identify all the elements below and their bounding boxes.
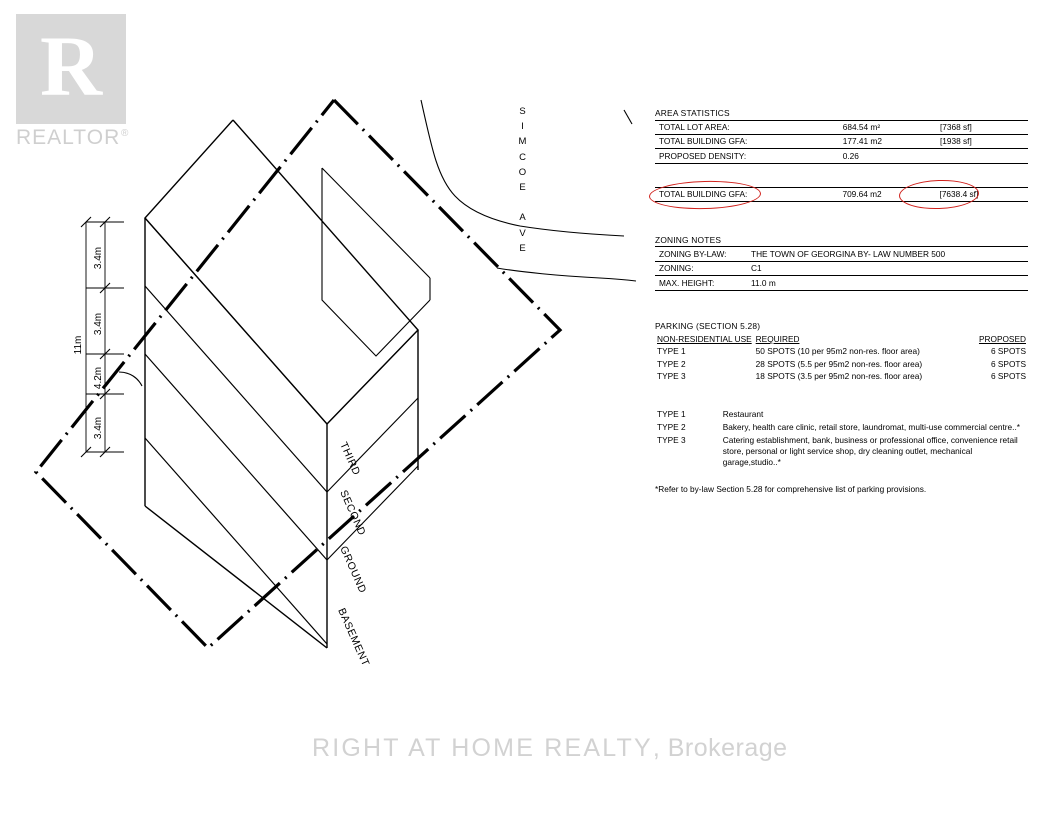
total-gfa-value: 709.64 m2 (838, 187, 935, 201)
total-gfa-alt: [7638.4 sf] (936, 187, 1028, 201)
type-description: Restaurant (722, 409, 764, 420)
street-letter (512, 195, 534, 210)
type-key: TYPE 2 (657, 422, 686, 433)
total-building-gfa-table (655, 187, 1028, 202)
parking-required: 50 SPOTS (10 per 95m2 non-res. floor area) (755, 346, 920, 357)
dimension-segment-2: 3.4m (93, 312, 104, 336)
parking-title: PARKING (SECTION 5.28) (655, 320, 761, 331)
street-name-label (512, 104, 534, 256)
realtor-logo-wordmark: REALTOR (16, 126, 121, 149)
zoning-label: ZONING: (655, 261, 747, 275)
type-key: TYPE 1 (657, 409, 686, 420)
table-row (655, 358, 1028, 370)
area-statistics-table (655, 120, 1028, 164)
parking-table (655, 333, 1028, 382)
street-letter: A (519, 212, 527, 224)
realtor-logo-letter: R (39, 18, 103, 114)
table-row (655, 276, 1028, 290)
dimension-segment-3: 4.2m (93, 366, 104, 390)
table-row (655, 421, 1028, 434)
area-stat-alt: [7368 sf] (936, 120, 1028, 134)
table-row (655, 434, 1028, 468)
building-floor-lines (145, 218, 327, 644)
floor-label-third: THIRD (337, 440, 363, 478)
parking-type: TYPE 2 (657, 358, 686, 369)
street-letter: I (521, 121, 525, 133)
area-stat-label: TOTAL LOT AREA: (655, 120, 839, 134)
specification-panel (655, 108, 1035, 495)
parking-proposed: 6 SPOTS (990, 371, 1026, 382)
area-stat-value: 684.54 m² (839, 120, 936, 134)
parking-type: TYPE 1 (657, 346, 686, 357)
parking-header-proposed: PROPOSED (978, 334, 1026, 345)
area-stat-label: PROPOSED DENSITY: (655, 149, 839, 163)
zoning-label: ZONING BY-LAW: (655, 247, 747, 261)
area-stat-alt: [1938 sf] (936, 134, 1028, 148)
dimension-segment-1: 3.4m (93, 246, 104, 270)
street-letter: V (519, 227, 527, 239)
zoning-notes-table (655, 246, 1028, 290)
parking-header-use: NON-RESIDENTIAL USE (657, 334, 752, 345)
table-row (655, 408, 1028, 421)
table-row (655, 370, 1028, 382)
parking-type-definitions-table (655, 408, 1028, 468)
street-letter: C (519, 151, 527, 163)
total-building-gfa-block (655, 187, 1035, 202)
floor-label-ground: GROUND (337, 544, 369, 596)
type-key: TYPE 3 (657, 435, 686, 446)
floor-label-second: SECOND (337, 488, 368, 538)
brokerage-name: RIGHT AT HOME REALTY (312, 734, 653, 762)
area-statistics-title: AREA STATISTICS (655, 108, 730, 118)
table-header-row (655, 333, 1028, 345)
street-letter: O (518, 166, 528, 178)
table-row (655, 134, 1028, 148)
total-gfa-label: TOTAL BUILDING GFA: (655, 187, 838, 201)
dimension-overall: 11m (73, 335, 84, 355)
zoning-value: C1 (747, 261, 1028, 275)
rear-annex-outline (119, 168, 430, 386)
table-row (655, 149, 1028, 163)
zoning-value: THE TOWN OF GEORGINA BY- LAW NUMBER 500 (747, 247, 1028, 261)
building-roof (145, 120, 418, 424)
type-description: Bakery, health care clinic, retail store, laundromat, multi-use commercial centre..* (722, 422, 1021, 433)
zoning-value: 11.0 m (747, 276, 1028, 290)
parking-block (655, 321, 1035, 495)
table-row (655, 345, 1028, 357)
parking-type: TYPE 3 (657, 371, 686, 382)
parking-footnote: *Refer to by-law Section 5.28 for comprehensive list of parking provisions. (655, 484, 927, 495)
table-row (655, 120, 1028, 134)
zoning-notes-title: ZONING NOTES (655, 234, 722, 245)
parking-required: 28 SPOTS (5.5 per 95m2 non-res. floor area) (755, 358, 923, 369)
property-boundary-line (36, 100, 560, 648)
floor-label-basement: BASEMENT (335, 606, 372, 669)
parking-required: 18 SPOTS (3.5 per 95m2 non-res. floor area) (755, 371, 923, 382)
type-description: Catering establishment, bank, business or professional office, convenience retail store, personal or light service shop, dry cleaning outlet, mechanical garage,studio..* (722, 435, 1018, 467)
zoning-label: MAX. HEIGHT: (655, 276, 747, 290)
dimension-segment-4: 3.4m (93, 416, 104, 440)
parking-header-required: REQUIRED (755, 334, 800, 345)
table-row (655, 261, 1028, 275)
brokerage-watermark (312, 734, 788, 763)
table-row (655, 187, 1028, 201)
zoning-notes-block (655, 235, 1035, 291)
street-letter: S (519, 106, 527, 117)
street-letter: E (519, 181, 527, 193)
realtor-registered-mark: ® (121, 128, 129, 139)
parking-proposed: 6 SPOTS (990, 358, 1026, 369)
area-stat-value: 0.26 (839, 149, 936, 163)
area-stat-label: TOTAL BUILDING GFA: (655, 134, 839, 148)
table-row (655, 247, 1028, 261)
area-stat-alt (936, 149, 1028, 163)
parking-proposed: 6 SPOTS (990, 346, 1026, 357)
street-letter: M (518, 136, 528, 148)
brokerage-suffix: , Brokerage (652, 734, 788, 762)
area-stat-value: 177.41 m2 (839, 134, 936, 148)
street-letter: E (519, 242, 527, 254)
